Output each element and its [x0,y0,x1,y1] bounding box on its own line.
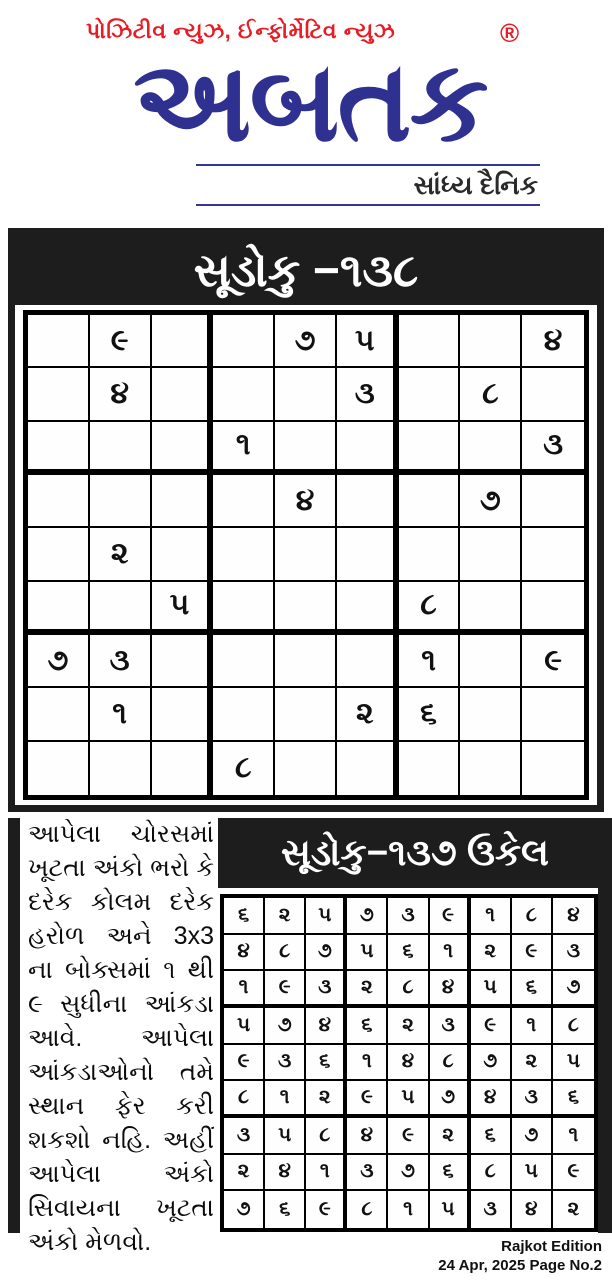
puzzle-cell [337,635,399,688]
puzzle-cell [337,475,399,528]
solution-cell: ૯ [306,1191,347,1228]
solution-cell: ૬ [347,1008,388,1045]
puzzle-cell [460,742,522,795]
solution-cell: ૮ [224,1081,265,1118]
puzzle-cell [213,475,275,528]
puzzle-cell [152,635,214,688]
puzzle-cell: ૩ [90,635,152,688]
puzzle-cell: ૩ [522,422,584,475]
puzzle-title-banner [15,235,597,305]
puzzle-cell: ૭ [275,315,337,368]
solution-cell: ૭ [388,1155,429,1192]
solution-cell: ૫ [553,1045,594,1082]
solution-cell: ૨ [224,1155,265,1192]
puzzle-cell [460,635,522,688]
solution-cell: ૭ [347,898,388,935]
solution-cell: ૭ [265,1008,306,1045]
puzzle-cell [399,475,461,528]
puzzle-cell [275,582,337,635]
puzzle-cell [399,315,461,368]
solution-cell: ૯ [347,1081,388,1118]
solution-cell: ૭ [512,1118,553,1155]
solution-cell: ૭ [471,1045,512,1082]
puzzle-cell [152,475,214,528]
solution-cell: ૭ [224,1191,265,1228]
puzzle-cell [522,368,584,421]
solution-cell: ૭ [553,971,594,1008]
puzzle-cell [213,315,275,368]
puzzle-cell [337,582,399,635]
puzzle-cell [152,528,214,581]
puzzle-cell: ૪ [522,315,584,368]
solution-cell: ૩ [388,898,429,935]
puzzle-cell: ૩ [337,368,399,421]
solution-cell: ૫ [388,1081,429,1118]
solution-cell: ૪ [553,898,594,935]
solution-grid [220,894,598,1232]
left-rule-bar [8,818,20,1233]
solution-cell: ૬ [388,935,429,972]
puzzle-cell: ૨ [90,528,152,581]
puzzle-cell [213,528,275,581]
solution-cell: ૭ [306,935,347,972]
puzzle-cell: ૮ [213,742,275,795]
solution-cell: ૯ [224,1045,265,1082]
solution-cell: ૮ [471,1155,512,1192]
solution-cell: ૧ [430,935,471,972]
solution-title-banner [218,818,612,888]
puzzle-cell: ૬ [399,688,461,741]
masthead-subtitle: સાંધ્ય દૈનિક [413,170,538,200]
puzzle-cell: ૮ [460,368,522,421]
solution-cell: ૪ [347,1118,388,1155]
solution-cell: ૨ [265,898,306,935]
solution-cell: ૨ [347,971,388,1008]
puzzle-cell [152,742,214,795]
puzzle-cell [275,528,337,581]
solution-cell: ૨ [306,1081,347,1118]
solution-cell: ૯ [471,1008,512,1045]
puzzle-cell: ૯ [90,315,152,368]
puzzle-cell: ૪ [275,475,337,528]
solution-cell: ૯ [512,935,553,972]
puzzle-cell [399,368,461,421]
solution-cell: ૫ [306,898,347,935]
solution-cell: ૧ [512,1008,553,1045]
solution-cell: ૮ [265,935,306,972]
solution-cell: ૭ [430,1081,471,1118]
solution-cell: ૨ [430,1118,471,1155]
solution-cell: ૩ [347,1155,388,1192]
solution-cell: ૪ [306,1008,347,1045]
solution-cell: ૬ [430,1155,471,1192]
puzzle-cell: ૯ [522,635,584,688]
puzzle-cell [90,475,152,528]
puzzle-cell [522,582,584,635]
puzzle-cell: ૧ [213,422,275,475]
puzzle-cell: ૧ [399,635,461,688]
puzzle-cell [28,315,90,368]
puzzle-cell [460,688,522,741]
solution-cell: ૨ [512,1045,553,1082]
puzzle-cell [90,582,152,635]
puzzle-cell [213,582,275,635]
puzzle-cell [399,422,461,475]
solution-cell: ૨ [388,1008,429,1045]
solution-cell: ૪ [224,935,265,972]
solution-cell: ૬ [306,1045,347,1082]
solution-cell: ૬ [224,898,265,935]
puzzle-cell [460,422,522,475]
puzzle-cell [522,688,584,741]
puzzle-cell [28,528,90,581]
puzzle-cell: ૪ [90,368,152,421]
puzzle-cell [152,315,214,368]
footer-edition: Rajkot Edition [501,1238,602,1255]
solution-cell: ૨ [471,935,512,972]
puzzle-cell: ૨ [337,688,399,741]
puzzle-cell [152,688,214,741]
puzzle-grid [23,310,589,800]
puzzle-cell [213,635,275,688]
solution-cell: ૩ [430,1008,471,1045]
puzzle-cell [399,528,461,581]
puzzle-cell [213,688,275,741]
solution-cell: ૯ [430,898,471,935]
puzzle-cell [152,368,214,421]
solution-cell: ૮ [512,898,553,935]
masthead-subtitle-block [196,164,540,206]
solution-cell: ૫ [512,1155,553,1192]
puzzle-cell [275,422,337,475]
puzzle-cell [28,742,90,795]
puzzle-cell [90,742,152,795]
solution-cell: ૯ [388,1118,429,1155]
right-rule-bar [598,886,612,1233]
solution-cell: ૮ [388,971,429,1008]
puzzle-cell [152,422,214,475]
puzzle-cell [275,635,337,688]
solution-cell: ૮ [347,1191,388,1228]
puzzle-cell [28,688,90,741]
solution-cell: ૬ [265,1191,306,1228]
puzzle-cell: ૧ [90,688,152,741]
puzzle-cell [28,475,90,528]
solution-cell: ૧ [471,898,512,935]
solution-cell: ૮ [306,1118,347,1155]
solution-cell: ૩ [471,1191,512,1228]
solution-cell: ૫ [471,971,512,1008]
solution-cell: ૬ [471,1118,512,1155]
solution-cell: ૯ [553,1155,594,1192]
puzzle-cell [275,742,337,795]
solution-cell: ૮ [430,1045,471,1082]
solution-cell: ૯ [265,971,306,1008]
solution-cell: ૪ [265,1155,306,1192]
solution-cell: ૬ [512,971,553,1008]
puzzle-cell: ૮ [399,582,461,635]
registered-trademark-icon: ® [500,18,520,48]
puzzle-cell [337,528,399,581]
solution-cell: ૧ [224,971,265,1008]
puzzle-cell [275,688,337,741]
puzzle-cell [213,368,275,421]
puzzle-cell [28,422,90,475]
solution-cell: ૪ [471,1081,512,1118]
solution-cell: ૫ [347,935,388,972]
puzzle-title: સૂડોકુ −૧૩૮ [193,244,419,296]
puzzle-cell [522,528,584,581]
solution-cell: ૧ [553,1118,594,1155]
solution-cell: ૨ [567,1198,580,1221]
puzzle-cell: ૭ [28,635,90,688]
solution-cell: ૫ [430,1191,471,1228]
solution-cell: ૫ [224,1008,265,1045]
puzzle-cell [460,315,522,368]
solution-cell: ૩ [512,1081,553,1118]
solution-cell: ૧ [347,1045,388,1082]
solution-cell: ૧ [306,1155,347,1192]
solution-cell: ૬ [553,1081,594,1118]
puzzle-cell [460,582,522,635]
footer [438,1237,602,1275]
solution-cell: ૩ [224,1118,265,1155]
puzzle-cell [90,422,152,475]
puzzle-cell [522,475,584,528]
puzzle-cell: ૫ [152,582,214,635]
puzzle-cell [28,582,90,635]
solution-cell: ૩ [553,935,594,972]
puzzle-cell [337,742,399,795]
masthead-tagline: પોઝિટીવ ન્યુઝ, ઈન્ફોર્મેટિવ ન્યુઝ [86,18,396,43]
solution-title: સૂડોકુ−૧૩૭ ઉકેલ [280,832,550,873]
solution-cell: ૩ [265,1045,306,1082]
puzzle-cell: ૫ [337,315,399,368]
newspaper-logo: અબતક [133,39,487,164]
puzzle-cell [522,742,584,795]
solution-cell: ૫ [265,1118,306,1155]
puzzle-cell [399,742,461,795]
puzzle-cell [460,528,522,581]
puzzle-cell [28,368,90,421]
solution-cell: ૧ [388,1191,429,1228]
puzzle-cell [337,422,399,475]
solution-cell: ૧ [265,1081,306,1118]
solution-cell: ૪ [512,1191,553,1228]
puzzle-cell: ૭ [460,475,522,528]
solution-cell: ૩ [306,971,347,1008]
solution-cell: ૪ [430,971,471,1008]
puzzle-cell [275,368,337,421]
instructions-text: આપેલા ચોરસમાં ખૂટતા અંકો ભરો કે દરેક કોલમ દરેક હરોળ અને 3x3 ના બોક્સમાં ૧ થી ૯ સુધીના આંકડા આવે. આપેલા આંકડાઓનો તમે સ્થાન ફેર કરી શકશો નહિ. અહીં આપેલા અંકો સિવાયના ખૂટતા અંકો મેળવો. [28,820,214,1256]
footer-date-page: 24 Apr, 2025 Page No.2 [438,1257,602,1274]
solution-cell: ૮ [553,1008,594,1045]
solution-cell: ૪ [388,1045,429,1082]
